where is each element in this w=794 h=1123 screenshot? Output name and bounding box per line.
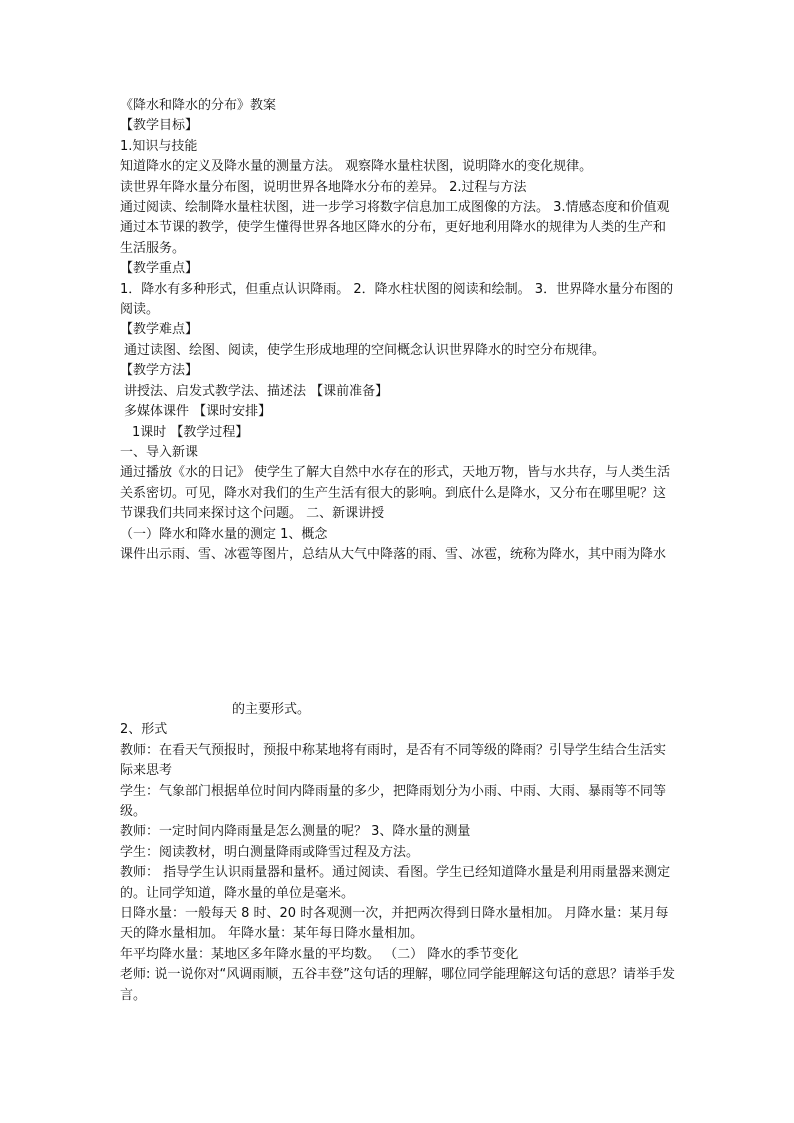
paragraph: 日降水量：一般每天 8 时、20 时各观测一次，并把两次得到日降水量相加。 月降水量：某月每天的降水量相加。 年降水量：某年每日降水量相加。 bbox=[120, 906, 669, 942]
paragraph: 教师：一定时间内降雨量是怎么测量的呢？ 3、降水量的测量 bbox=[120, 824, 471, 840]
paragraph: 通过读图、绘图、阅读，使学生形成地理的空间概念认识世界降水的时空分布规律。 bbox=[124, 342, 606, 358]
subheading-forms: 2、形式 bbox=[120, 722, 168, 738]
paragraph: 老师: 说一说你对“风调雨顺，五谷丰登”这句话的理解，哪位同学能理解这句话的意思？请举手发言。 bbox=[120, 967, 675, 1003]
paragraph: 年平均降水量：某地区多年降水量的平均数。 （二） 降水的季节变化 bbox=[120, 946, 519, 962]
document-body-top bbox=[120, 96, 676, 565]
paragraph: 多媒体课件 【课时安排】 bbox=[124, 404, 272, 420]
paragraph: 课件出示雨、雪、冰雹等图片，总结从大气中降落的雨、雪、冰雹，统称为降水，其中雨为降水 bbox=[120, 546, 667, 562]
paragraph-fragment: 的主要形式。 bbox=[232, 702, 311, 717]
heading-objectives: 【教学目标】 bbox=[120, 118, 199, 134]
paragraph: 通过本节课的教学，使学生懂得世界各地区降水的分布，更好地利用降水的规律为人类的生产和生活服务。 bbox=[120, 220, 667, 256]
document-title: 《降水和降水的分布》教案 bbox=[120, 98, 277, 113]
paragraph: 讲授法、启发式教学法、描述法 【课前准备】 bbox=[124, 383, 389, 399]
subheading-knowledge: 1.知识与技能 bbox=[120, 138, 198, 154]
paragraph: 1．降水有多种形式，但重点认识降雨。 2．降水柱状图的阅读和绘制。 3．世界降水量分布图的阅读。 bbox=[120, 281, 674, 318]
paragraph: 知道降水的定义及降水量的测量方法。 观察降水量柱状图，说明降水的变化规律。 bbox=[120, 159, 593, 175]
document-body-bottom bbox=[120, 700, 676, 1006]
heading-methods: 【教学方法】 bbox=[120, 363, 199, 379]
paragraph: （一）降水和降水量的测定 1、概念 bbox=[120, 526, 328, 542]
paragraph: 1课时 【教学过程】 bbox=[132, 424, 249, 440]
paragraph: 通过播放《水的日记》 使学生了解大自然中水存在的形式，天地万物，皆与水共存，与人类生活关系密切。可见，降水对我们的生产生活有很大的影响。到底什么是降水，又分布在哪里呢？这节课我们共同来探讨这个问题。 二、新课讲授 bbox=[120, 465, 671, 522]
paragraph: 读世界年降水量分布图，说明世界各地降水分布的差异。 2.过程与方法 bbox=[120, 179, 527, 195]
paragraph: 学生：阅读教材，明白测量降雨或降雪过程及方法。 bbox=[120, 844, 420, 860]
heading-key-points: 【教学重点】 bbox=[120, 261, 199, 277]
section-intro: 一、导入新课 bbox=[120, 444, 199, 460]
paragraph: 通过阅读、绘制降水量柱状图，进一步学习将数字信息加工成图像的方法。 3.情感态度和价值观 bbox=[120, 200, 670, 216]
paragraph: 教师： 指导学生认识雨量器和量杯。通过阅读、看图。学生已经知道降水量是利用雨量器来测定的。让同学知道，降水量的单位是毫米。 bbox=[120, 865, 671, 901]
heading-difficulties: 【教学难点】 bbox=[120, 322, 199, 338]
paragraph: 教师：在看天气预报时，预报中称某地将有雨时，是否有不同等级的降雨？引导学生结合生活实际来思考 bbox=[120, 742, 667, 779]
paragraph: 学生：气象部门根据单位时间内降雨量的多少，把降雨划分为小雨、中雨、大雨、暴雨等不同等级。 bbox=[120, 783, 667, 820]
